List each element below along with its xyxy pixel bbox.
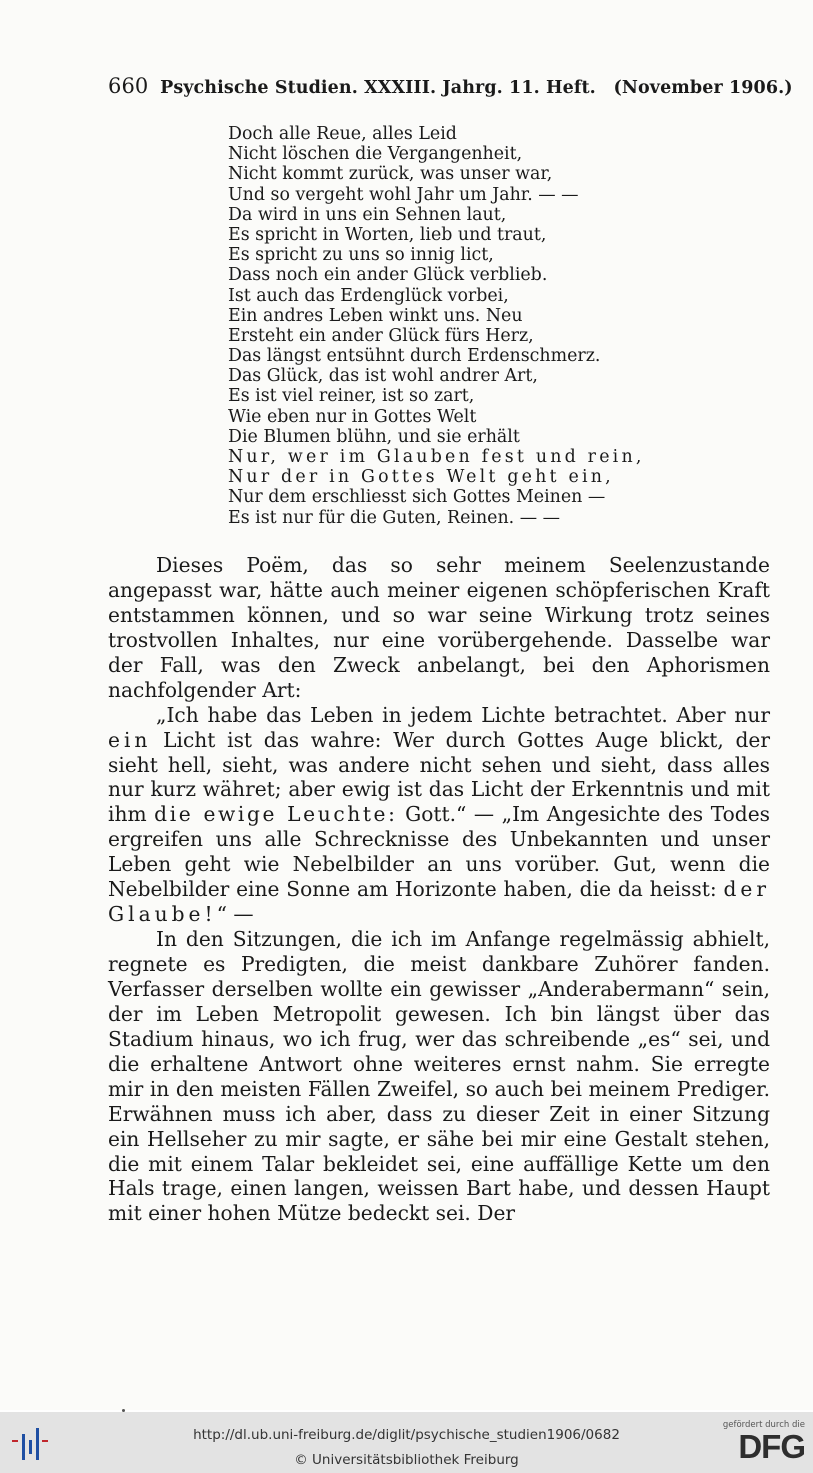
poem-line: Nicht löschen die Vergangenheit, xyxy=(228,144,523,165)
dfg-logo xyxy=(715,1420,805,1470)
poem-line: Dass noch ein ander Glück verblieb. xyxy=(228,265,548,286)
poem-line: Es spricht in Worten, lieb und traut, xyxy=(228,224,547,245)
running-header xyxy=(108,74,793,98)
paragraph: In den Sitzungen, die ich im Anfange regelmässig abhielt, regnete es Predigten, die meist dankbare Zuhörer fanden. Verfasser derselben wollte ein gewisser „Anderabermann“ sein, der im Leben Metropolit gewesen. Ich bin längst über das Stadium hinaus, wo ich frug, wer das schreibende „es“ sei, und die erhaltene Antwort ohne weiteres ernst nahm. Sie erregte mir in den meisten Fällen Zweifel, so auch bei meinem Prediger. Erwähnen muss ich aber, dass zu dieser Zeit in einer Sitzung ein Hellseher zu mir sagte, er sähe bei mir eine Gestalt stehen, die mit einem Talar bekleidet sei, eine auffällige Kette um den Hals trage, einen langen, weissen Bart habe, und dessen Haupt mit einer hohen Mütze bedeckt sei. Der xyxy=(108,927,770,1226)
text-run: Gott.“ — „Im Angesichte des Todes ergreifen uns alle Schrecknisse des Unbekannten und unser Leben geht wie Nebelbilder an uns vorüber. Gut, wenn die Nebelbilder eine Sonne am Horizonte haben, die da heisst: xyxy=(108,802,770,902)
poem-line: Die Blumen blühn, und sie erhält xyxy=(228,426,520,447)
journal-title: Psychische Studien. XXXIII. Jahrg. 11. Heft. xyxy=(160,78,596,98)
poem-line: Nicht kommt zurück, was unser war, xyxy=(228,164,553,185)
poem-line: Da wird in uns ein Sehnen laut, xyxy=(228,204,507,225)
permalink[interactable]: http://dl.ub.uni-freiburg.de/diglit/psychische_studien1906/0682 xyxy=(193,1427,620,1443)
poem-line: Nur dem erschliesst sich Gottes Meinen — xyxy=(228,487,606,508)
spaced-emphasis: der Glaube! xyxy=(108,877,770,927)
poem-line: Und so vergeht wohl Jahr um Jahr. — — xyxy=(228,184,579,205)
text-run: „Ich habe das Leben in jedem Lichte betrachtet. Aber nur xyxy=(156,702,770,727)
poem xyxy=(228,124,698,528)
body-text xyxy=(108,553,770,1226)
poem-line: Wie eben nur in Gottes Welt xyxy=(228,406,477,427)
paragraph: Dieses Poëm, das so sehr meinem Seelenzustande angepasst war, hätte auch meiner eigenen schöpferischen Kraft entstammen können, und so war seine Wirkung trotz seines trostvollen Inhaltes, nur eine vorübergehende. Dasselbe war der Fall, was den Zweck anbelangt, bei den Aphorismen nachfolgender Art: xyxy=(108,553,770,702)
poem-line: Das längst entsühnt durch Erdenschmerz. xyxy=(228,346,601,367)
funding-note: gefördert durch die xyxy=(722,1420,805,1430)
page-number: 660 xyxy=(108,74,149,98)
copyright-notice: © Universitätsbibliothek Freiburg xyxy=(294,1452,519,1468)
poem-line: Doch alle Reue, alles Leid xyxy=(228,124,457,144)
poem-line: Das Glück, das ist wohl andrer Art, xyxy=(228,366,538,387)
poem-line: Ist auch das Erdenglück vorbei, xyxy=(228,285,509,306)
poem-line: Nur, wer im Glauben fest und rein, xyxy=(228,447,645,467)
poem-line: Nur der in Gottes Welt geht ein, xyxy=(228,467,614,488)
poem-line: Es ist nur für die Guten, Reinen. — — xyxy=(228,507,561,528)
poem-line: Ersteht ein ander Glück fürs Herz, xyxy=(228,325,534,346)
text-run: Licht ist das wahre: Wer durch Gottes Auge blickt, der sieht hell, sieht, was andere nicht sehen und sieht, dass alles nur kurz währet; aber ewig ist das Licht der Erkenntnis und mit ihm xyxy=(108,727,770,827)
dfg-mark: DFG xyxy=(738,1428,805,1465)
text-run: “ — xyxy=(216,902,254,927)
viewer-footer xyxy=(0,1412,813,1473)
poem-line: Es ist viel reiner, ist so zart, xyxy=(228,386,475,407)
paragraph-aphorisms xyxy=(108,703,770,927)
spaced-emphasis: ein xyxy=(108,727,152,752)
spaced-emphasis: die ewige Leuchte: xyxy=(154,802,398,827)
poem-line: Es spricht zu uns so innig lict, xyxy=(228,245,494,266)
issue-date: (November 1906.) xyxy=(613,78,793,98)
poem-line: Ein andres Leben winkt uns. Neu xyxy=(228,305,523,326)
